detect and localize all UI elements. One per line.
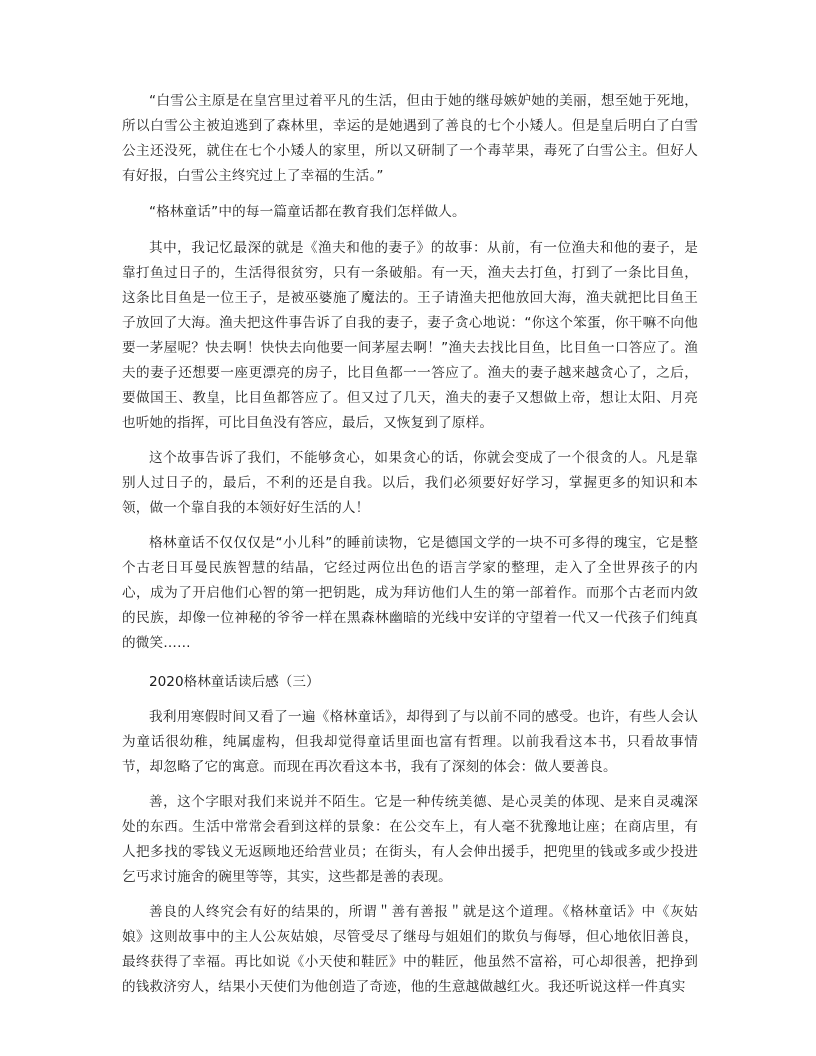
paragraph-fairy-tale-teaching: “格林童话”中的每一篇童话都在教育我们怎样做人。 [149,204,466,220]
section-heading: 2020格林童话读后感（三） [149,674,320,690]
paragraph-grimm-value: 格林童话不仅仅仅是“小儿科”的睡前读物，它是德国文学的一块不可多得的瑰宝，它是整个古老日耳曼民族智慧的结晶，它经过两位出色的语言学家的整理，走入了全世界孩子的内心，成为了开启他们心智的第一把钥匙，成为拜访他们人生的第一部着作。而那个古老而内敛的民族，却像一位神秘的爷爷一样在黑森林幽暗的光线中安详的守望着一代又一代孩子们纯真的微笑…… [122,535,698,651]
paragraph-snow-white-summary: “白雪公主原是在皇宫里过着平凡的生活，但由于她的继母嫉妒她的美丽，想至她于死地，所以白雪公主被迫逃到了森林里，幸运的是她遇到了善良的七个小矮人。但是皇后明白了白雪公主还没死，就住在七个小矮人的家里，所以又研制了一个毒苹果，毒死了白雪公主。但好人有好报，白雪公主终究过上了幸福的生活。” [122,93,698,184]
paragraph-winter-reading: 我利用寒假时间又看了一遍《格林童话》，却得到了与以前不同的感受。也许，有些人会认为童话很幼稚，纯属虚构，但我却觉得童话里面也富有哲理。以前我看这本书，只看故事情节，却忽略了它的寓意。而现在再次看这本书，我有了深刻的体会：做人要善良。 [122,709,698,775]
paragraph-good-rewarded: 善良的人终究会有好的结果的，所谓＂善有善报＂就是这个道理。《格林童话》中《灰姑娘》这则故事中的主人公灰姑娘，尽管受尽了继母与姐姐们的欺负与侮辱，但心地依旧善良，最终获得了幸福。再比如说《小天使和鞋匠》中的鞋匠，他虽然不富裕，可心却很善，把挣到的钱救济穷人，结果小天使们为他创造了奇迹，他的生意越做越红火。我还听说这样一件真实 [122,904,698,995]
paragraph-fisherman-story: 其中，我记忆最深的就是《渔夫和他的妻子》的故事：从前，有一位渔夫和他的妻子，是靠打鱼过日子的，生活得很贫穷，只有一条破船。有一天，渔夫去打鱼，打到了一条比目鱼，这条比目鱼是一位王子，是被巫婆施了魔法的。王子请渔夫把他放回大海，渔夫就把比目鱼王子放回了大海。渔夫把这件事告诉了自我的妻子，妻子贪心地说：“你这个笨蛋，你干嘛不向他要一茅屋呢？快去啊！快快去向他要一间茅屋去啊！”渔夫去找比目鱼，比目鱼一口答应了。渔夫的妻子还想要一座更漂亮的房子，比目鱼都一一答应了。渔夫的妻子越来越贪心了，之后，要做国王、教皇，比目鱼都答应了。但又过了几天，渔夫的妻子又想做上帝，想让太阳、月亮也听她的指挥，可比目鱼没有答应，最后，又恢复到了原样。 [122,240,698,431]
document-body [122,89,698,1000]
paragraph-kindness: 善，这个字眼对我们来说并不陌生。它是一种传统美德、是心灵美的体现、是来自灵魂深处的东西。生活中常常会看到这样的景象：在公交车上，有人毫不犹豫地让座；在商店里，有人把多找的零钱义无返顾地还给营业员；在街头，有人会伸出援手，把兜里的钱或多或少投进乞丐求讨施舍的碗里等等，其实，这些都是善的表现。 [122,794,698,885]
paragraph-story-lesson: 这个故事告诉了我们，不能够贪心，如果贪心的话，你就会变成了一个很贪的人。凡是靠别人过日子的，最后，不利的还是自我。以后，我们必须要好好学习，掌握更多的知识和本领，做一个靠自我的本领好好生活的人！ [122,450,698,516]
